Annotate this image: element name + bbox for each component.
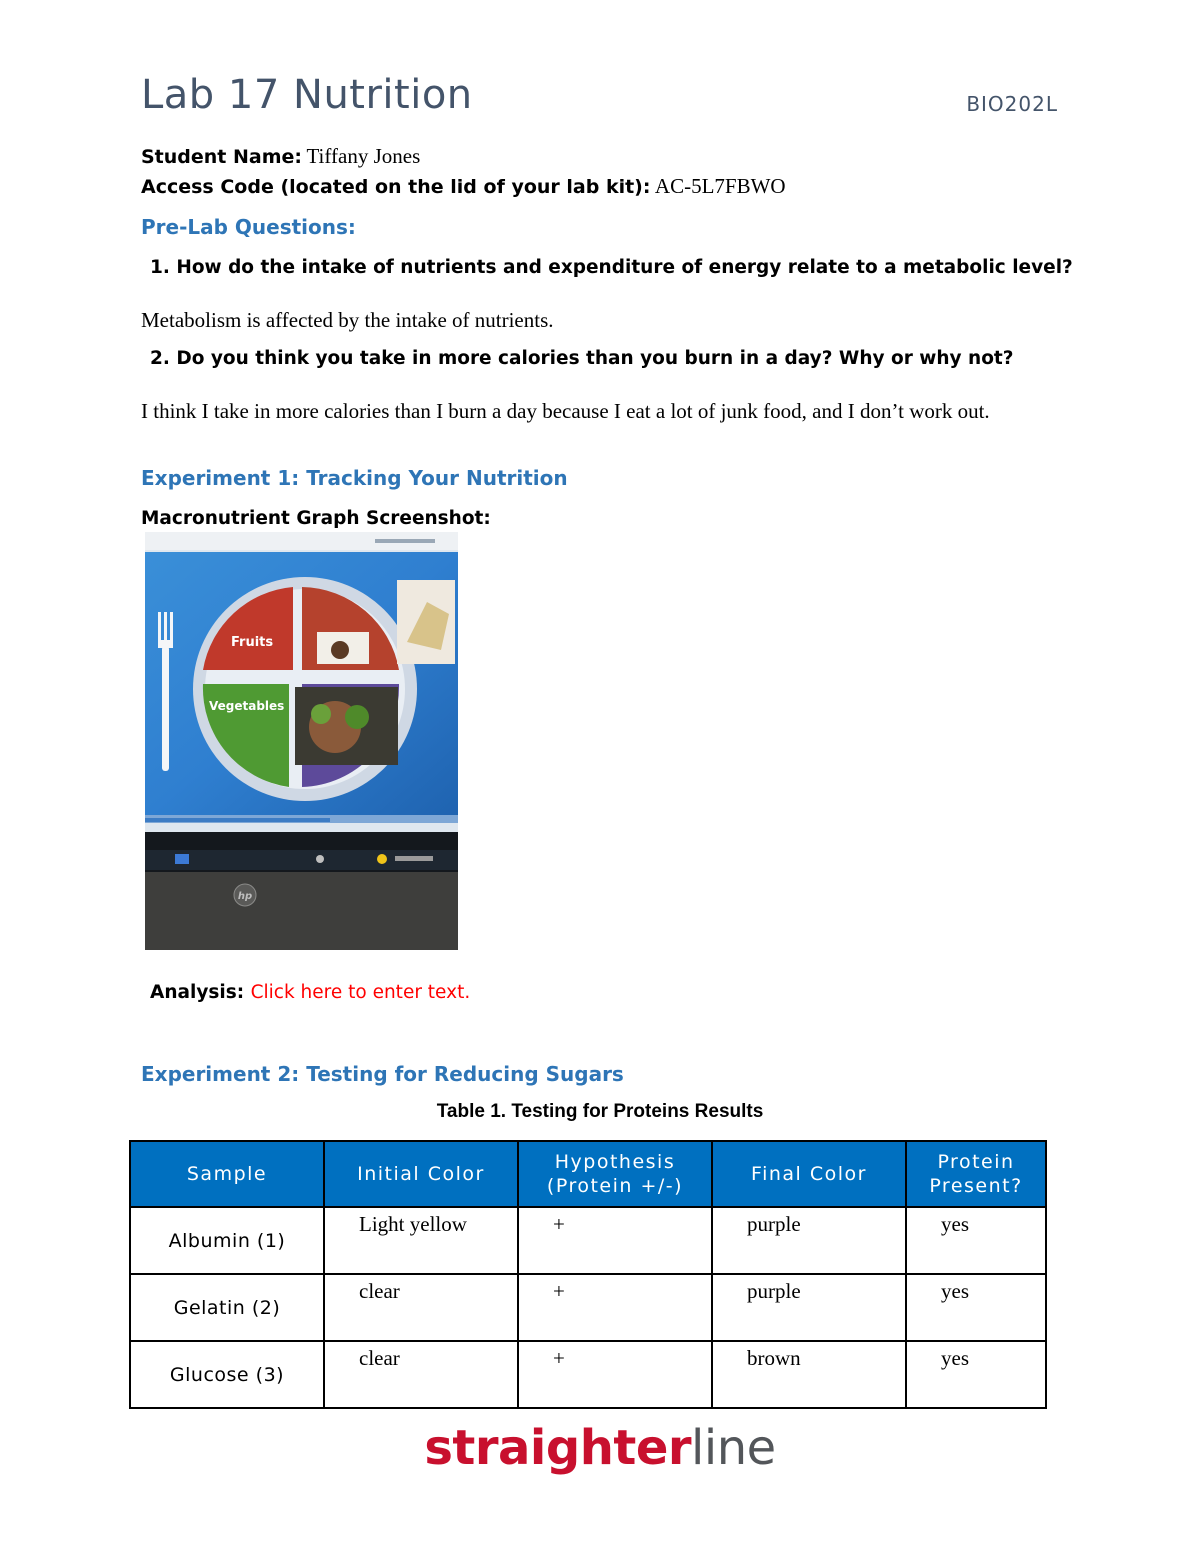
myplate-photo-illustration — [145, 532, 458, 950]
column-header-initial-color: Initial Color — [324, 1141, 518, 1207]
column-header-hypothesis: Hypothesis (Protein +/-) — [518, 1141, 712, 1207]
access-code-line — [141, 174, 786, 199]
hypothesis-cell[interactable]: + — [518, 1341, 712, 1408]
protein-present-cell[interactable]: yes — [906, 1274, 1046, 1341]
access-code-value[interactable]: AC-5L7FBWO — [654, 174, 786, 198]
prelab-answer-2[interactable]: I think I take in more calories than I burn a day because I eat a lot of junk food, and I don’t work out. — [141, 399, 990, 423]
prelab-heading: Pre-Lab Questions: — [141, 215, 356, 239]
prelab-question-1: 1. How do the intake of nutrients and expenditure of energy relate to a metabolic level? — [150, 257, 1073, 278]
sample-cell: Albumin (1) — [130, 1207, 324, 1274]
fruits-label: Fruits — [231, 635, 274, 650]
initial-color-cell[interactable]: clear — [324, 1274, 518, 1341]
access-code-label: Access Code (located on the lid of your lab kit): — [141, 176, 651, 198]
hp-logo-text: hp — [237, 891, 253, 902]
prelab-question-2: 2. Do you think you take in more calories than you burn in a day? Why or why not? — [150, 348, 1014, 369]
page-title: Lab 17 Nutrition — [141, 72, 473, 118]
hypothesis-cell[interactable]: + — [518, 1274, 712, 1341]
analysis-input[interactable]: Click here to enter text. — [250, 982, 471, 1003]
column-header-sample: Sample — [130, 1141, 324, 1207]
analysis-label: Analysis: — [150, 982, 245, 1003]
column-header-protein-present: Protein Present? — [906, 1141, 1046, 1207]
table-row — [130, 1207, 1046, 1274]
graph-screenshot-label: Macronutrient Graph Screenshot: — [141, 508, 491, 529]
student-name-line — [141, 144, 420, 169]
macronutrient-screenshot-photo — [145, 532, 458, 950]
results-table — [129, 1140, 1047, 1409]
experiment-2-heading: Experiment 2: Testing for Reducing Sugars — [141, 1062, 624, 1086]
vegetables-label: Vegetables — [209, 699, 285, 713]
protein-present-cell[interactable]: yes — [906, 1341, 1046, 1408]
logo-light-text: line — [691, 1420, 776, 1476]
straighterline-logo — [0, 1420, 1200, 1476]
student-name-value[interactable]: Tiffany Jones — [306, 144, 421, 168]
experiment-1-heading: Experiment 1: Tracking Your Nutrition — [141, 466, 568, 490]
final-color-cell[interactable]: purple — [712, 1207, 906, 1274]
course-code: BIO202L — [966, 92, 1058, 116]
sample-cell: Gelatin (2) — [130, 1274, 324, 1341]
hypothesis-cell[interactable]: + — [518, 1207, 712, 1274]
protein-present-cell[interactable]: yes — [906, 1207, 1046, 1274]
final-color-cell[interactable]: brown — [712, 1341, 906, 1408]
sample-cell: Glucose (3) — [130, 1341, 324, 1408]
table-row — [130, 1341, 1046, 1408]
student-name-label: Student Name: — [141, 146, 303, 168]
table-caption: Table 1. Testing for Proteins Results — [436, 1101, 764, 1122]
column-header-final-color: Final Color — [712, 1141, 906, 1207]
prelab-answer-1[interactable]: Metabolism is affected by the intake of nutrients. — [141, 308, 554, 332]
table-row — [130, 1274, 1046, 1341]
analysis-line — [150, 982, 470, 1003]
table-header-row — [130, 1141, 1046, 1207]
initial-color-cell[interactable]: Light yellow — [324, 1207, 518, 1274]
final-color-cell[interactable]: purple — [712, 1274, 906, 1341]
initial-color-cell[interactable]: clear — [324, 1341, 518, 1408]
logo-bold-text: straighter — [424, 1420, 692, 1476]
